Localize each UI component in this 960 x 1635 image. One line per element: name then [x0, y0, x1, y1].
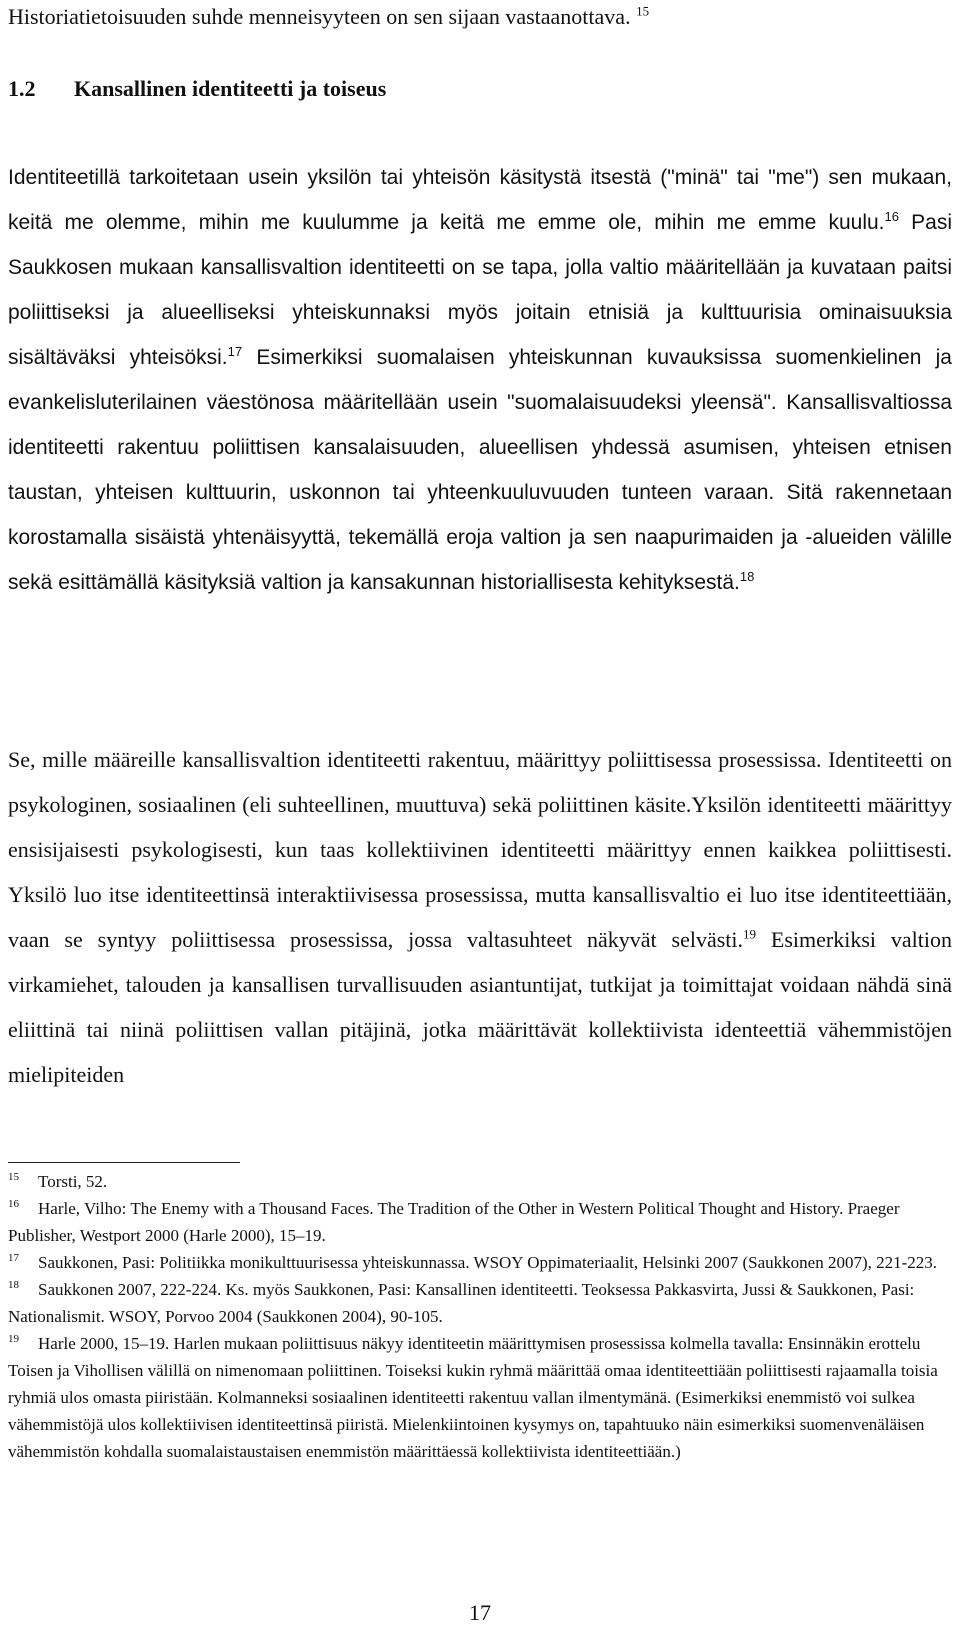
footnote-separator	[8, 1162, 240, 1163]
paragraph1-part1: Identiteetillä tarkoitetaan usein yksilön tai yhteisön käsitystä itsestä ("minä" tai "me") sen mukaan, keitä me olemme, mihin me kuulumme ja keitä me emme ole, mihin me emme kuulu.	[8, 166, 952, 234]
footnote-16: 16 Harle, Vilho: The Enemy with a Thousand Faces. The Tradition of the Other in Western Political Thought and History. Praeger Publisher, Westport 2000 (Harle 2000), 15–19.	[8, 1198, 900, 1245]
footnote-text: Saukkonen, Pasi: Politiikka monikulttuurisessa yhteiskunnassa. WSOY Oppimateriaalit, Helsinki 2007 (Saukkonen 2007), 221-223.	[38, 1253, 938, 1272]
section-heading	[8, 74, 386, 104]
footnote-ref-17: 17	[227, 344, 243, 359]
footnote-17: 17 Saukkonen, Pasi: Politiikka monikulttuurisessa yhteiskunnassa. WSOY Oppimateriaalit, Helsinki 2007 (Saukkonen 2007), 221-223.	[8, 1252, 938, 1272]
footnote-ref-16: 16	[884, 209, 899, 224]
footnote-18: 18 Saukkonen 2007, 222-224. Ks. myös Saukkonen, Pasi: Kansallinen identiteetti. Teoksessa Pakkasvirta, Jussi & Saukkonen, Pasi: Nationalismit. WSOY, Porvoo 2004 (Saukkonen 2004), 90-105.	[8, 1279, 915, 1326]
paragraph1-part2: Pasi Saukkosen mukaan kansallisvaltion identiteetti on se tapa, jolla valtio määritellään ja kuvataan paitsi poliittiseksi ja alueelliseksi yhteiskunnaksi myös joitain etnisiä ja kulttuurisia ominaisuuksia sisältäväksi yhteisöksi.	[8, 211, 953, 369]
section-number: 1.2	[8, 76, 36, 101]
footnote-19: 19 Harle 2000, 15–19. Harlen mukaan poliittisuus näkyy identiteetin määrittymisen prosessissa kolmella tavalla: Ensinnäkin erottelu Toisen ja Vihollisen välillä on nimenomaan poliittinen. Toiseksi kukin ryhmä määrittää omaa identiteettiään poliittisesti rajaamalla toisia ryhmiä ulos omasta piiristään. Kolmanneksi sosiaalinen identiteetti rakentuu vallan ilmentymänä. (Esimerkiksi enemmistö voi sulkea vähemmistöjä ulos kollektiivisen identiteettinsä piiristä. Mielenkiintoinen kysymys on, tapahtuuko näin esimerkiksi suomenvenäläisen vähemmistön kohdalla suomalaistaustaisen enemmistön määrittäessä kollektiivista identiteettiään.)	[8, 1333, 938, 1461]
footnote-15: 15 Torsti, 52.	[8, 1171, 108, 1191]
paragraph-identity-definition	[8, 155, 952, 605]
footnote-text: Harle 2000, 15–19. Harlen mukaan poliittisuus näkyy identiteetin määrittymisen prosessissa kolmella tavalla: Ensinnäkin erottelu Toisen ja Vihollisen välillä on nimenomaan poliittinen. Toiseksi kukin ryhmä määrittää omaa identiteettiään poliittisesti rajaamalla toisia ryhmiä ulos omasta piiristään. Kolmanneksi sosiaalinen identiteetti rakentuu vallan ilmentymänä. (Esimerkiksi enemmistö voi sulkea vähemmistöjä ulos kollektiivisen identiteettinsä piiristä. Mielenkiintoinen kysymys on, tapahtuuko näin esimerkiksi suomenvenäläisen vähemmistön kohdalla suomalaistaustaisen enemmistön määrittäessä kollektiivista identiteettiään.)	[8, 1334, 938, 1461]
footnote-text: Saukkonen 2007, 222-224. Ks. myös Saukkonen, Pasi: Kansallinen identiteetti. Teoksessa Pakkasvirta, Jussi & Saukkonen, Pasi: Nationalismit. WSOY, Porvoo 2004 (Saukkonen 2004), 90-105.	[8, 1280, 915, 1326]
top-line-text: Historiatietoisuuden suhde menneisyyteen on sen sijaan vastaanottava.	[8, 4, 631, 29]
paragraph2-part1: Se, mille määreille kansallisvaltion identiteetti rakentuu, määrittyy poliittisessa prosessissa. Identiteetti on psykologinen, sosiaalinen (eli suhteellinen, muuttuva) sekä poliittinen käsite.Yksilön identiteetti määrittyy ensisijaisesti psykologisesti, kun taas kollektiivinen identiteetti määrittyy ennen kaikkea poliittisesti. Yksilö luo itse identiteettinsä interaktiivisessa prosessissa, mutta kansallisvaltio ei luo itse identiteettiään, vaan se syntyy poliittisessa prosessissa, jossa valtasuhteet näkyvät selvästi.	[8, 747, 952, 952]
footnote-ref-18: 18	[739, 569, 755, 584]
paragraph-political-process	[8, 737, 952, 1097]
paragraph1-part3: Esimerkiksi suomalaisen yhteiskunnan kuvauksissa suomenkielinen ja evankelisluterilainen väestönosa määritellään usein "suomalaisuudeksi yleensä". Kansallisvaltiossa identiteetti rakentuu poliittisen kansalaisuuden, alueellisen yhdessä asumisen, yhteisen etnisen taustan, yhteisen kulttuurin, uskonnon tai yhteenkuuluvuuden tunteen varaan. Sitä rakennetaan korostamalla sisäistä yhtenäisyyttä, tekemällä eroja valtion ja sen naapurimaiden ja -alueiden välille sekä esittämällä käsityksiä valtion ja kansakunnan historiallisesta kehityksestä.	[8, 346, 952, 594]
footnote-ref-15: 15	[636, 3, 650, 19]
page-number: 17	[469, 1600, 491, 1625]
footnote-text: Harle, Vilho: The Enemy with a Thousand Faces. The Tradition of the Other in Western Political Thought and History. Praeger Publisher, Westport 2000 (Harle 2000), 15–19.	[8, 1199, 900, 1245]
section-title: Kansallinen identiteetti ja toiseus	[74, 76, 387, 101]
paragraph2-part2: Esimerkiksi valtion virkamiehet, talouden ja kansallisen turvallisuuden asiantuntijat, tutkijat ja toimittajat voidaan nähdä sinä eliittinä tai niinä poliittisen vallan pitäjinä, jotka määrittävät kollektiivista identeettiä vähemmistöjen mielipiteiden	[8, 927, 952, 1087]
footnote-text: Torsti, 52.	[38, 1172, 108, 1191]
top-text-line	[8, 2, 649, 32]
footnote-ref-19: 19	[743, 926, 757, 942]
footnotes-list	[8, 1168, 952, 1465]
